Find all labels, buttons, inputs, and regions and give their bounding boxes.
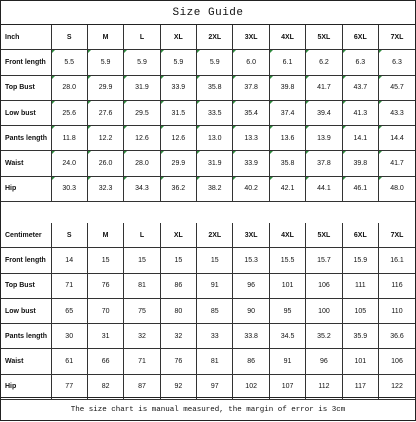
inch-cell: 26.0 xyxy=(87,151,123,176)
inch-cell: 5.9 xyxy=(87,50,123,75)
inch-size-header: 4XL xyxy=(269,25,305,50)
inch-size-header: L xyxy=(124,25,160,50)
inch-size-header: 2XL xyxy=(197,25,233,50)
inch-cell: 14.4 xyxy=(379,126,415,151)
inch-cell: 13.9 xyxy=(306,126,342,151)
inch-cell: 5.9 xyxy=(124,50,160,75)
cm-cell: 107 xyxy=(269,374,305,399)
table-spacer xyxy=(1,199,415,223)
cm-cell: 122 xyxy=(379,374,415,399)
table-row xyxy=(1,126,415,151)
cm-cell: 34.5 xyxy=(269,324,305,349)
inch-cell: 30.3 xyxy=(51,176,87,201)
inch-size-header: 7XL xyxy=(379,25,415,50)
inch-cell: 40.2 xyxy=(233,176,269,201)
cm-row-label: Waist xyxy=(1,349,51,374)
cm-cell: 102 xyxy=(233,374,269,399)
inch-cell: 39.4 xyxy=(306,100,342,125)
cm-cell: 106 xyxy=(379,349,415,374)
cm-size-header: M xyxy=(87,223,123,248)
cm-cell: 15 xyxy=(197,248,233,273)
table-row xyxy=(1,248,415,273)
inch-cell: 13.3 xyxy=(233,126,269,151)
inch-cell: 5.5 xyxy=(51,50,87,75)
inch-cell: 41.7 xyxy=(379,151,415,176)
inch-size-header: 3XL xyxy=(233,25,269,50)
cm-cell: 81 xyxy=(197,349,233,374)
inch-cell: 38.2 xyxy=(197,176,233,201)
inch-size-header: S xyxy=(51,25,87,50)
inch-cell: 37.8 xyxy=(233,75,269,100)
inch-size-header: XL xyxy=(160,25,196,50)
inch-row-label: Pants length xyxy=(1,126,51,151)
inch-cell: 24.0 xyxy=(51,151,87,176)
cm-cell: 16.1 xyxy=(379,248,415,273)
cm-cell: 15 xyxy=(160,248,196,273)
inch-cell: 29.9 xyxy=(87,75,123,100)
cm-cell: 92 xyxy=(160,374,196,399)
inch-cell: 44.1 xyxy=(306,176,342,201)
cm-cell: 15.9 xyxy=(342,248,378,273)
cm-size-header: 6XL xyxy=(342,223,378,248)
cm-cell: 117 xyxy=(342,374,378,399)
inch-cell: 12.6 xyxy=(124,126,160,151)
inch-row-label: Hip xyxy=(1,176,51,201)
inch-cell: 41.3 xyxy=(342,100,378,125)
cm-cell: 105 xyxy=(342,298,378,323)
cm-cell: 33.8 xyxy=(233,324,269,349)
inch-cell: 31.9 xyxy=(197,151,233,176)
inch-cell: 34.3 xyxy=(124,176,160,201)
cm-row-label: Pants length xyxy=(1,324,51,349)
inch-cell: 45.7 xyxy=(379,75,415,100)
cm-cell: 35.9 xyxy=(342,324,378,349)
cm-cell: 91 xyxy=(197,273,233,298)
cm-cell: 106 xyxy=(306,273,342,298)
cm-row-label: Hip xyxy=(1,374,51,399)
cm-row-label: Front length xyxy=(1,248,51,273)
table-row xyxy=(1,349,415,374)
inch-cell: 33.9 xyxy=(233,151,269,176)
cm-cell: 66 xyxy=(87,349,123,374)
inch-cell: 11.8 xyxy=(51,126,87,151)
cm-cell: 95 xyxy=(269,298,305,323)
cm-cell: 101 xyxy=(342,349,378,374)
inch-cell: 36.2 xyxy=(160,176,196,201)
inch-cell: 31.9 xyxy=(124,75,160,100)
measurement-note: The size chart is manual measured, the margin of error is 3cm xyxy=(1,397,415,421)
inch-cell: 48.0 xyxy=(379,176,415,201)
cm-size-header: 4XL xyxy=(269,223,305,248)
inch-cell: 33.9 xyxy=(160,75,196,100)
cm-cell: 32 xyxy=(124,324,160,349)
inch-cell: 6.3 xyxy=(379,50,415,75)
cm-cell: 90 xyxy=(233,298,269,323)
inch-cell: 25.6 xyxy=(51,100,87,125)
cm-header-row xyxy=(1,223,415,248)
inch-cell: 6.0 xyxy=(233,50,269,75)
inch-unit-label: Inch xyxy=(1,25,51,50)
inch-cell: 6.1 xyxy=(269,50,305,75)
cm-size-header: 3XL xyxy=(233,223,269,248)
cm-cell: 101 xyxy=(269,273,305,298)
inch-cell: 35.8 xyxy=(197,75,233,100)
cm-cell: 76 xyxy=(87,273,123,298)
cm-size-header: 5XL xyxy=(306,223,342,248)
inch-row-label: Low bust xyxy=(1,100,51,125)
cm-cell: 36.6 xyxy=(379,324,415,349)
cm-cell: 65 xyxy=(51,298,87,323)
cm-size-header: 7XL xyxy=(379,223,415,248)
inch-cell: 42.1 xyxy=(269,176,305,201)
table-row xyxy=(1,100,415,125)
inch-cell: 28.0 xyxy=(124,151,160,176)
inch-size-header: 6XL xyxy=(342,25,378,50)
cm-cell: 31 xyxy=(87,324,123,349)
inch-size-table xyxy=(1,25,415,202)
cm-cell: 15 xyxy=(87,248,123,273)
cm-size-header: S xyxy=(51,223,87,248)
cm-cell: 100 xyxy=(306,298,342,323)
cm-size-header: 2XL xyxy=(197,223,233,248)
inch-cell: 29.5 xyxy=(124,100,160,125)
inch-cell: 12.2 xyxy=(87,126,123,151)
cm-row-label: Low bust xyxy=(1,298,51,323)
inch-row-label: Top Bust xyxy=(1,75,51,100)
inch-cell: 46.1 xyxy=(342,176,378,201)
inch-cell: 35.4 xyxy=(233,100,269,125)
table-row xyxy=(1,50,415,75)
cm-cell: 15 xyxy=(124,248,160,273)
cm-cell: 77 xyxy=(51,374,87,399)
cm-cell: 96 xyxy=(306,349,342,374)
inch-cell: 35.8 xyxy=(269,151,305,176)
cm-cell: 35.2 xyxy=(306,324,342,349)
cm-cell: 76 xyxy=(160,349,196,374)
inch-cell: 33.5 xyxy=(197,100,233,125)
cm-cell: 15.5 xyxy=(269,248,305,273)
cm-cell: 87 xyxy=(124,374,160,399)
inch-cell: 43.3 xyxy=(379,100,415,125)
page-title: Size Guide xyxy=(1,1,415,25)
inch-cell: 6.3 xyxy=(342,50,378,75)
cm-size-header: XL xyxy=(160,223,196,248)
cm-cell: 116 xyxy=(379,273,415,298)
cm-cell: 14 xyxy=(51,248,87,273)
cm-cell: 97 xyxy=(197,374,233,399)
table-row xyxy=(1,151,415,176)
table-row xyxy=(1,75,415,100)
inch-cell: 13.0 xyxy=(197,126,233,151)
cm-cell: 75 xyxy=(124,298,160,323)
cm-cell: 33 xyxy=(197,324,233,349)
cm-cell: 32 xyxy=(160,324,196,349)
cm-cell: 71 xyxy=(124,349,160,374)
cm-cell: 112 xyxy=(306,374,342,399)
inch-row-label: Front length xyxy=(1,50,51,75)
inch-cell: 37.8 xyxy=(306,151,342,176)
inch-cell: 41.7 xyxy=(306,75,342,100)
table-row xyxy=(1,374,415,399)
inch-cell: 39.8 xyxy=(342,151,378,176)
inch-cell: 5.9 xyxy=(160,50,196,75)
cm-cell: 61 xyxy=(51,349,87,374)
inch-cell: 12.6 xyxy=(160,126,196,151)
cm-cell: 110 xyxy=(379,298,415,323)
cm-row-label: Top Bust xyxy=(1,273,51,298)
inch-size-header: 5XL xyxy=(306,25,342,50)
inch-cell: 29.9 xyxy=(160,151,196,176)
cm-cell: 70 xyxy=(87,298,123,323)
inch-cell: 5.9 xyxy=(197,50,233,75)
inch-cell: 6.2 xyxy=(306,50,342,75)
inch-cell: 43.7 xyxy=(342,75,378,100)
inch-cell: 28.0 xyxy=(51,75,87,100)
table-row xyxy=(1,273,415,298)
cm-cell: 82 xyxy=(87,374,123,399)
cm-size-header: L xyxy=(124,223,160,248)
inch-cell: 39.8 xyxy=(269,75,305,100)
inch-cell: 13.6 xyxy=(269,126,305,151)
cm-cell: 111 xyxy=(342,273,378,298)
table-row xyxy=(1,298,415,323)
inch-header-row xyxy=(1,25,415,50)
cm-cell: 81 xyxy=(124,273,160,298)
cm-unit-label: Centimeter xyxy=(1,223,51,248)
cm-cell: 85 xyxy=(197,298,233,323)
cm-cell: 80 xyxy=(160,298,196,323)
inch-size-header: M xyxy=(87,25,123,50)
cm-cell: 15.7 xyxy=(306,248,342,273)
cm-cell: 15.3 xyxy=(233,248,269,273)
inch-row-label: Waist xyxy=(1,151,51,176)
table-row xyxy=(1,324,415,349)
table-row xyxy=(1,176,415,201)
cm-cell: 91 xyxy=(269,349,305,374)
cm-cell: 30 xyxy=(51,324,87,349)
inch-cell: 32.3 xyxy=(87,176,123,201)
inch-cell: 27.6 xyxy=(87,100,123,125)
cm-cell: 86 xyxy=(233,349,269,374)
cm-cell: 86 xyxy=(160,273,196,298)
cm-cell: 96 xyxy=(233,273,269,298)
inch-cell: 37.4 xyxy=(269,100,305,125)
cm-cell: 71 xyxy=(51,273,87,298)
inch-cell: 14.1 xyxy=(342,126,378,151)
centimeter-size-table xyxy=(1,223,415,400)
inch-cell: 31.5 xyxy=(160,100,196,125)
